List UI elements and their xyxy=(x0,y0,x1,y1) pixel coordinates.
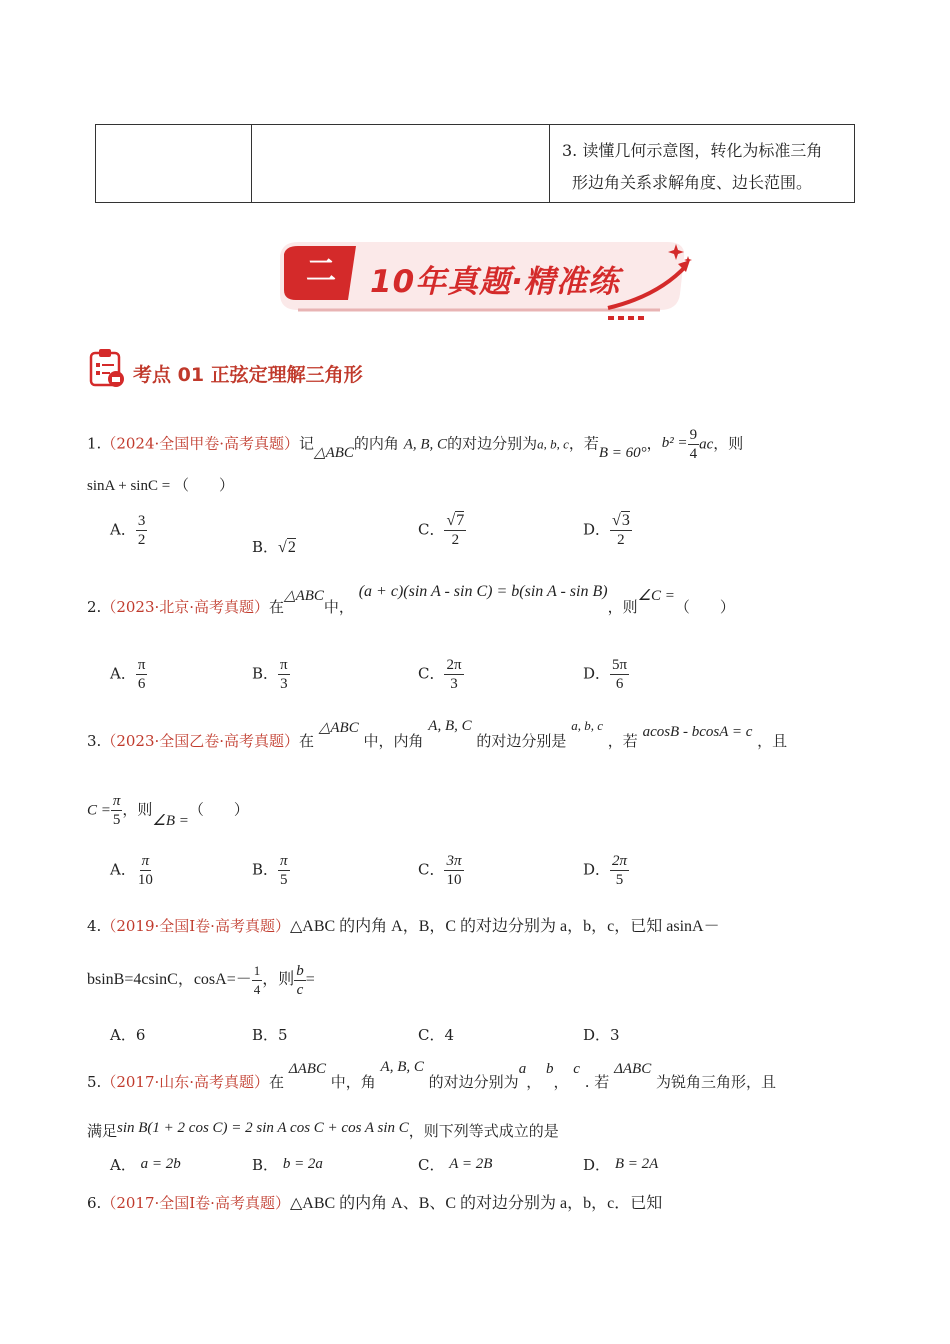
banner-title: 10年真题·精准练 xyxy=(370,264,620,300)
q2-option-b[interactable]: B． $\frac{\pi}{3}$ xyxy=(252,657,288,692)
q3-option-c[interactable]: C． $\frac{3\pi}{10}$ xyxy=(418,853,462,888)
q4-option-b[interactable]: B．5 xyxy=(252,1026,288,1044)
clipboard-icon xyxy=(88,348,126,388)
table-divider xyxy=(251,125,252,202)
question-4-line-2: bsinB=4csinC，cosA=－ $\frac{1}{4}$ ，则 $\frac{b}{c}$ = xyxy=(87,963,315,998)
q2-option-c[interactable]: C． $\frac{2\pi}{3}$ xyxy=(418,657,462,692)
section-title: 考点 01 正弦定理解三角形 xyxy=(133,364,363,386)
question-5: 5.（2017·山东·高考真题）在 ΔABC 中，角 A, B, C 的对边分别为a， b， c . 若 ΔABC 为锐角三角形，且 xyxy=(87,1059,776,1091)
banner-number: 二 xyxy=(306,254,336,289)
q1-option-a[interactable]: A． $\frac{3}{2}$ xyxy=(110,513,146,548)
question-source: （2017·全国Ⅰ卷·高考真题） xyxy=(101,1194,290,1212)
q1-option-d[interactable]: D． $\frac{√3}{2}$ xyxy=(583,512,630,548)
q5-option-b[interactable]: B． b = 2a xyxy=(252,1156,323,1174)
question-2: 2.（2023·北京·高考真题）在△ABC中， (a + c)(sin A - sin C) = b(sin A - sin B)，则∠C =（ ） xyxy=(87,583,735,616)
q1-option-c[interactable]: C． $\frac{√7}{2}$ xyxy=(418,512,465,548)
question-source: （2023·北京·高考真题） xyxy=(101,598,270,616)
q3-option-d[interactable]: D． $\frac{2\pi}{5}$ xyxy=(583,853,628,888)
question-1-line-2: sinA + sinC = （ ） xyxy=(87,478,234,494)
question-1: 1.（2024·全国甲卷·高考真题）记△ABC的内角 A, B, C的对边分别为a, b, c，若B = 60°，b² = $\frac{9}{4}$ ac，则 xyxy=(87,427,744,462)
question-source: （2023·全国乙卷·高考真题） xyxy=(101,732,300,750)
question-3-line-2: C = $\frac{\pi}{5}$ ，则∠B =（ ） xyxy=(87,793,249,829)
q5-option-d[interactable]: D． B = 2A xyxy=(583,1156,659,1174)
q4-option-a[interactable]: A．6 xyxy=(110,1026,146,1044)
q5-option-c[interactable]: C． A = 2B xyxy=(418,1156,493,1174)
q2-option-d[interactable]: D． $\frac{5\pi}{6}$ xyxy=(583,657,628,692)
requirements-table xyxy=(95,124,855,203)
q2-option-a[interactable]: A． $\frac{\pi}{6}$ xyxy=(110,657,146,692)
table-cell-text: 3. 读懂几何示意图，转化为标准三角 形边角关系求解角度、边长范围。 xyxy=(562,141,823,192)
question-source: （2024·全国甲卷·高考真题） xyxy=(101,434,300,453)
q5-option-a[interactable]: A． a = 2b xyxy=(110,1156,181,1174)
q4-option-c[interactable]: C．4 xyxy=(418,1026,455,1044)
question-source: （2017·山东·高考真题） xyxy=(101,1073,270,1091)
question-3: 3.（2023·全国乙卷·高考真题）在 △ABC 中，内角 A, B, C 的对边分别是 a, b, c ，若 acosB - bcosA = c ，且 xyxy=(87,718,788,750)
table-divider xyxy=(549,125,550,202)
q3-option-b[interactable]: B． $\frac{\pi}{5}$ xyxy=(252,853,288,888)
question-4: 4.（2019·全国Ⅰ卷·高考真题）△ABC 的内角 A，B，C 的对边分别为 a，b，c，已知 asinA－ xyxy=(87,917,720,935)
q1-option-b[interactable]: B．√2 xyxy=(252,538,296,556)
question-5-line-2: 满足sin B(1 + 2 cos C) = 2 sin A cos C + cos A sin C，则下列等式成立的是 xyxy=(87,1120,559,1140)
q4-option-d[interactable]: D．3 xyxy=(583,1026,620,1044)
question-6: 6.（2017·全国Ⅰ卷·高考真题）△ABC 的内角 A、B、C 的对边分别为 a，b，c．已知 xyxy=(87,1194,663,1212)
section-banner xyxy=(268,236,698,326)
question-source: （2019·全国Ⅰ卷·高考真题） xyxy=(101,917,290,935)
q3-option-a[interactable]: A． $\frac{\pi}{10}$ xyxy=(110,853,153,888)
